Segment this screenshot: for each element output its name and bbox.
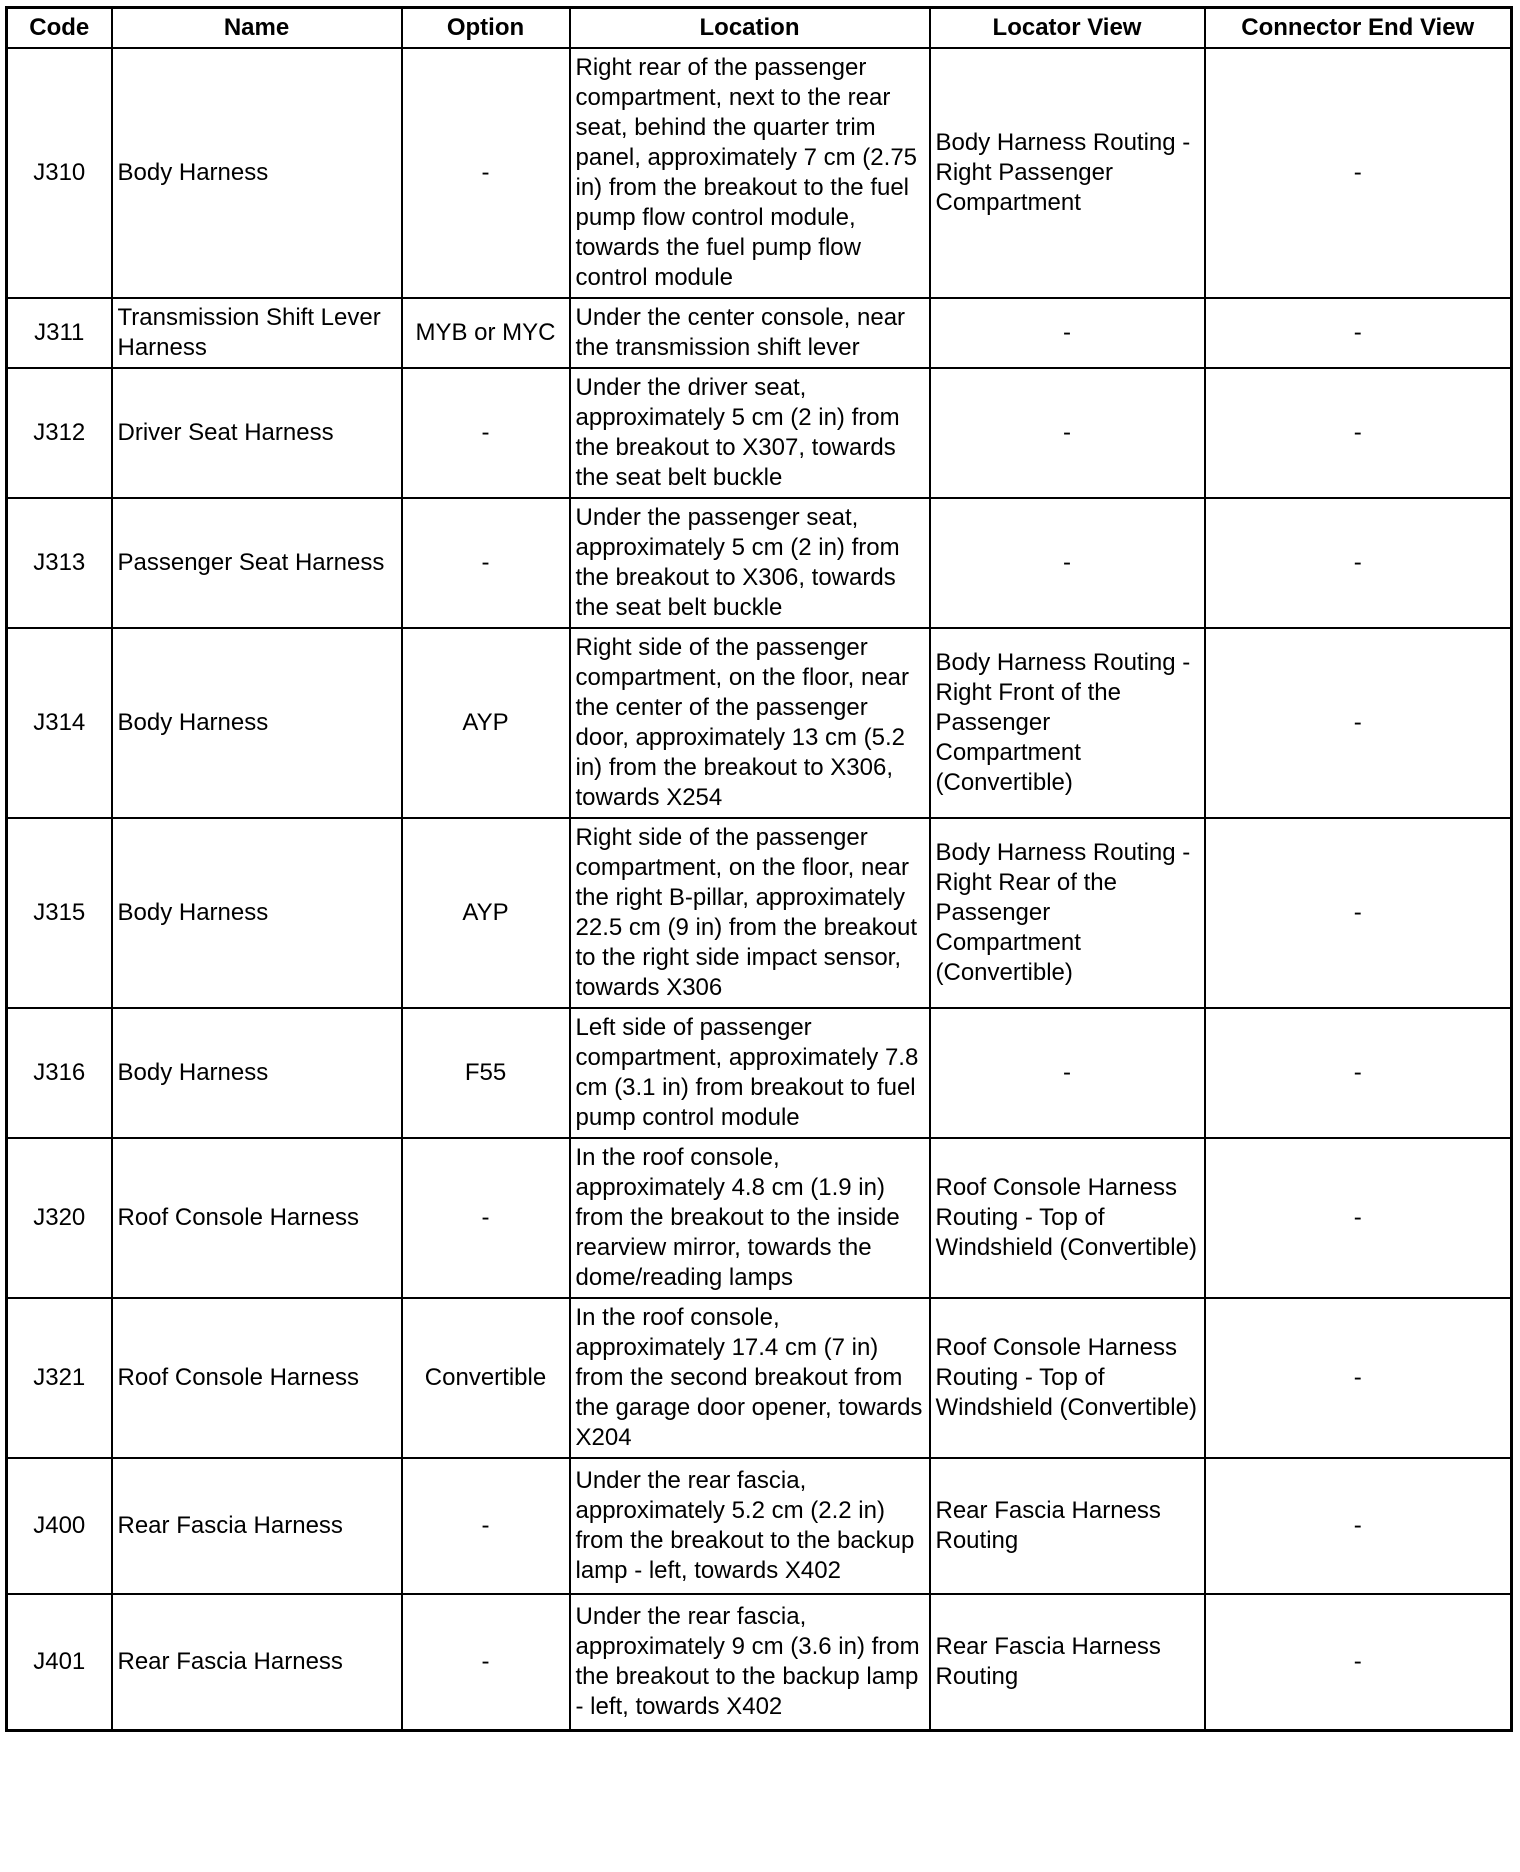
cell-code: J311 [7,298,112,368]
inline-connector-table [5,6,1513,1732]
cell-option: - [402,48,570,298]
table-row [7,368,1512,498]
cell-code: J321 [7,1298,112,1458]
cell-location: Left side of passenger compartment, approximately 7.8 cm (3.1 in) from breakout to fuel pump control module [570,1008,930,1138]
cell-code: J400 [7,1458,112,1594]
cell-code: J314 [7,628,112,818]
cell-option: AYP [402,628,570,818]
cell-locator-view: - [930,298,1205,368]
cell-code: J320 [7,1138,112,1298]
cell-option: AYP [402,818,570,1008]
cell-connector-end-view: - [1205,1458,1512,1594]
cell-location: Right side of the passenger compartment, on the floor, near the right B-pillar, approximately 22.5 cm (9 in) from the breakout to the right side impact sensor, towards X306 [570,818,930,1008]
cell-location: Under the rear fascia, approximately 5.2 cm (2.2 in) from the breakout to the backup lamp - left, towards X402 [570,1458,930,1594]
cell-option: - [402,368,570,498]
cell-connector-end-view: - [1205,498,1512,628]
cell-option: - [402,1138,570,1298]
cell-name: Body Harness [112,818,402,1008]
cell-location: Under the rear fascia, approximately 9 cm (3.6 in) from the breakout to the backup lamp - left, towards X402 [570,1594,930,1730]
cell-locator-view: Body Harness Routing - Right Rear of the Passenger Compartment (Convertible) [930,818,1205,1008]
table-row [7,1298,1512,1458]
cell-code: J312 [7,368,112,498]
cell-option: F55 [402,1008,570,1138]
cell-name: Body Harness [112,628,402,818]
cell-locator-view: Roof Console Harness Routing - Top of Windshield (Convertible) [930,1138,1205,1298]
cell-locator-view: Rear Fascia Harness Routing [930,1594,1205,1730]
table-row [7,1458,1512,1594]
cell-locator-view: Body Harness Routing - Right Front of the Passenger Compartment (Convertible) [930,628,1205,818]
header-code: Code [7,8,112,49]
cell-locator-view: Body Harness Routing - Right Passenger Compartment [930,48,1205,298]
cell-connector-end-view: - [1205,1594,1512,1730]
table-row [7,298,1512,368]
cell-locator-view: Roof Console Harness Routing - Top of Windshield (Convertible) [930,1298,1205,1458]
header-option: Option [402,8,570,49]
cell-location: In the roof console, approximately 4.8 cm (1.9 in) from the breakout to the inside rearview mirror, towards the dome/reading lamps [570,1138,930,1298]
header-name: Name [112,8,402,49]
cell-connector-end-view: - [1205,1138,1512,1298]
table-row [7,498,1512,628]
cell-location: Right rear of the passenger compartment, next to the rear seat, behind the quarter trim panel, approximately 7 cm (2.75 in) from the breakout to the fuel pump flow control module, towards the fuel pump flow control module [570,48,930,298]
cell-name: Driver Seat Harness [112,368,402,498]
cell-locator-view: Rear Fascia Harness Routing [930,1458,1205,1594]
cell-name: Body Harness [112,48,402,298]
header-location: Location [570,8,930,49]
cell-connector-end-view: - [1205,628,1512,818]
cell-option: Convertible [402,1298,570,1458]
cell-location: Under the driver seat, approximately 5 cm (2 in) from the breakout to X307, towards the seat belt buckle [570,368,930,498]
cell-option: MYB or MYC [402,298,570,368]
table-row [7,818,1512,1008]
cell-code: J316 [7,1008,112,1138]
cell-code: J401 [7,1594,112,1730]
table-row [7,1594,1512,1730]
cell-locator-view: - [930,368,1205,498]
cell-location: Under the center console, near the transmission shift lever [570,298,930,368]
cell-connector-end-view: - [1205,368,1512,498]
header-connector-end-view: Connector End View [1205,8,1512,49]
table-header-row [7,8,1512,49]
cell-option: - [402,1458,570,1594]
cell-name: Roof Console Harness [112,1298,402,1458]
table-row [7,48,1512,298]
table-row [7,628,1512,818]
cell-name: Rear Fascia Harness [112,1458,402,1594]
cell-name: Body Harness [112,1008,402,1138]
cell-code: J315 [7,818,112,1008]
header-locator-view: Locator View [930,8,1205,49]
cell-connector-end-view: - [1205,1298,1512,1458]
cell-code: J313 [7,498,112,628]
cell-code: J310 [7,48,112,298]
cell-option: - [402,1594,570,1730]
cell-connector-end-view: - [1205,818,1512,1008]
cell-name: Roof Console Harness [112,1138,402,1298]
cell-locator-view: - [930,498,1205,628]
cell-connector-end-view: - [1205,48,1512,298]
cell-name: Passenger Seat Harness [112,498,402,628]
table-row [7,1138,1512,1298]
cell-locator-view: - [930,1008,1205,1138]
cell-location: Right side of the passenger compartment, on the floor, near the center of the passenger door, approximately 13 cm (5.2 in) from the breakout to X306, towards X254 [570,628,930,818]
cell-connector-end-view: - [1205,298,1512,368]
cell-name: Transmission Shift Lever Harness [112,298,402,368]
table-row [7,1008,1512,1138]
cell-location: In the roof console, approximately 17.4 cm (7 in) from the second breakout from the garage door opener, towards X204 [570,1298,930,1458]
cell-option: - [402,498,570,628]
connector-table-container [5,6,1513,1732]
cell-connector-end-view: - [1205,1008,1512,1138]
cell-name: Rear Fascia Harness [112,1594,402,1730]
cell-location: Under the passenger seat, approximately 5 cm (2 in) from the breakout to X306, towards the seat belt buckle [570,498,930,628]
